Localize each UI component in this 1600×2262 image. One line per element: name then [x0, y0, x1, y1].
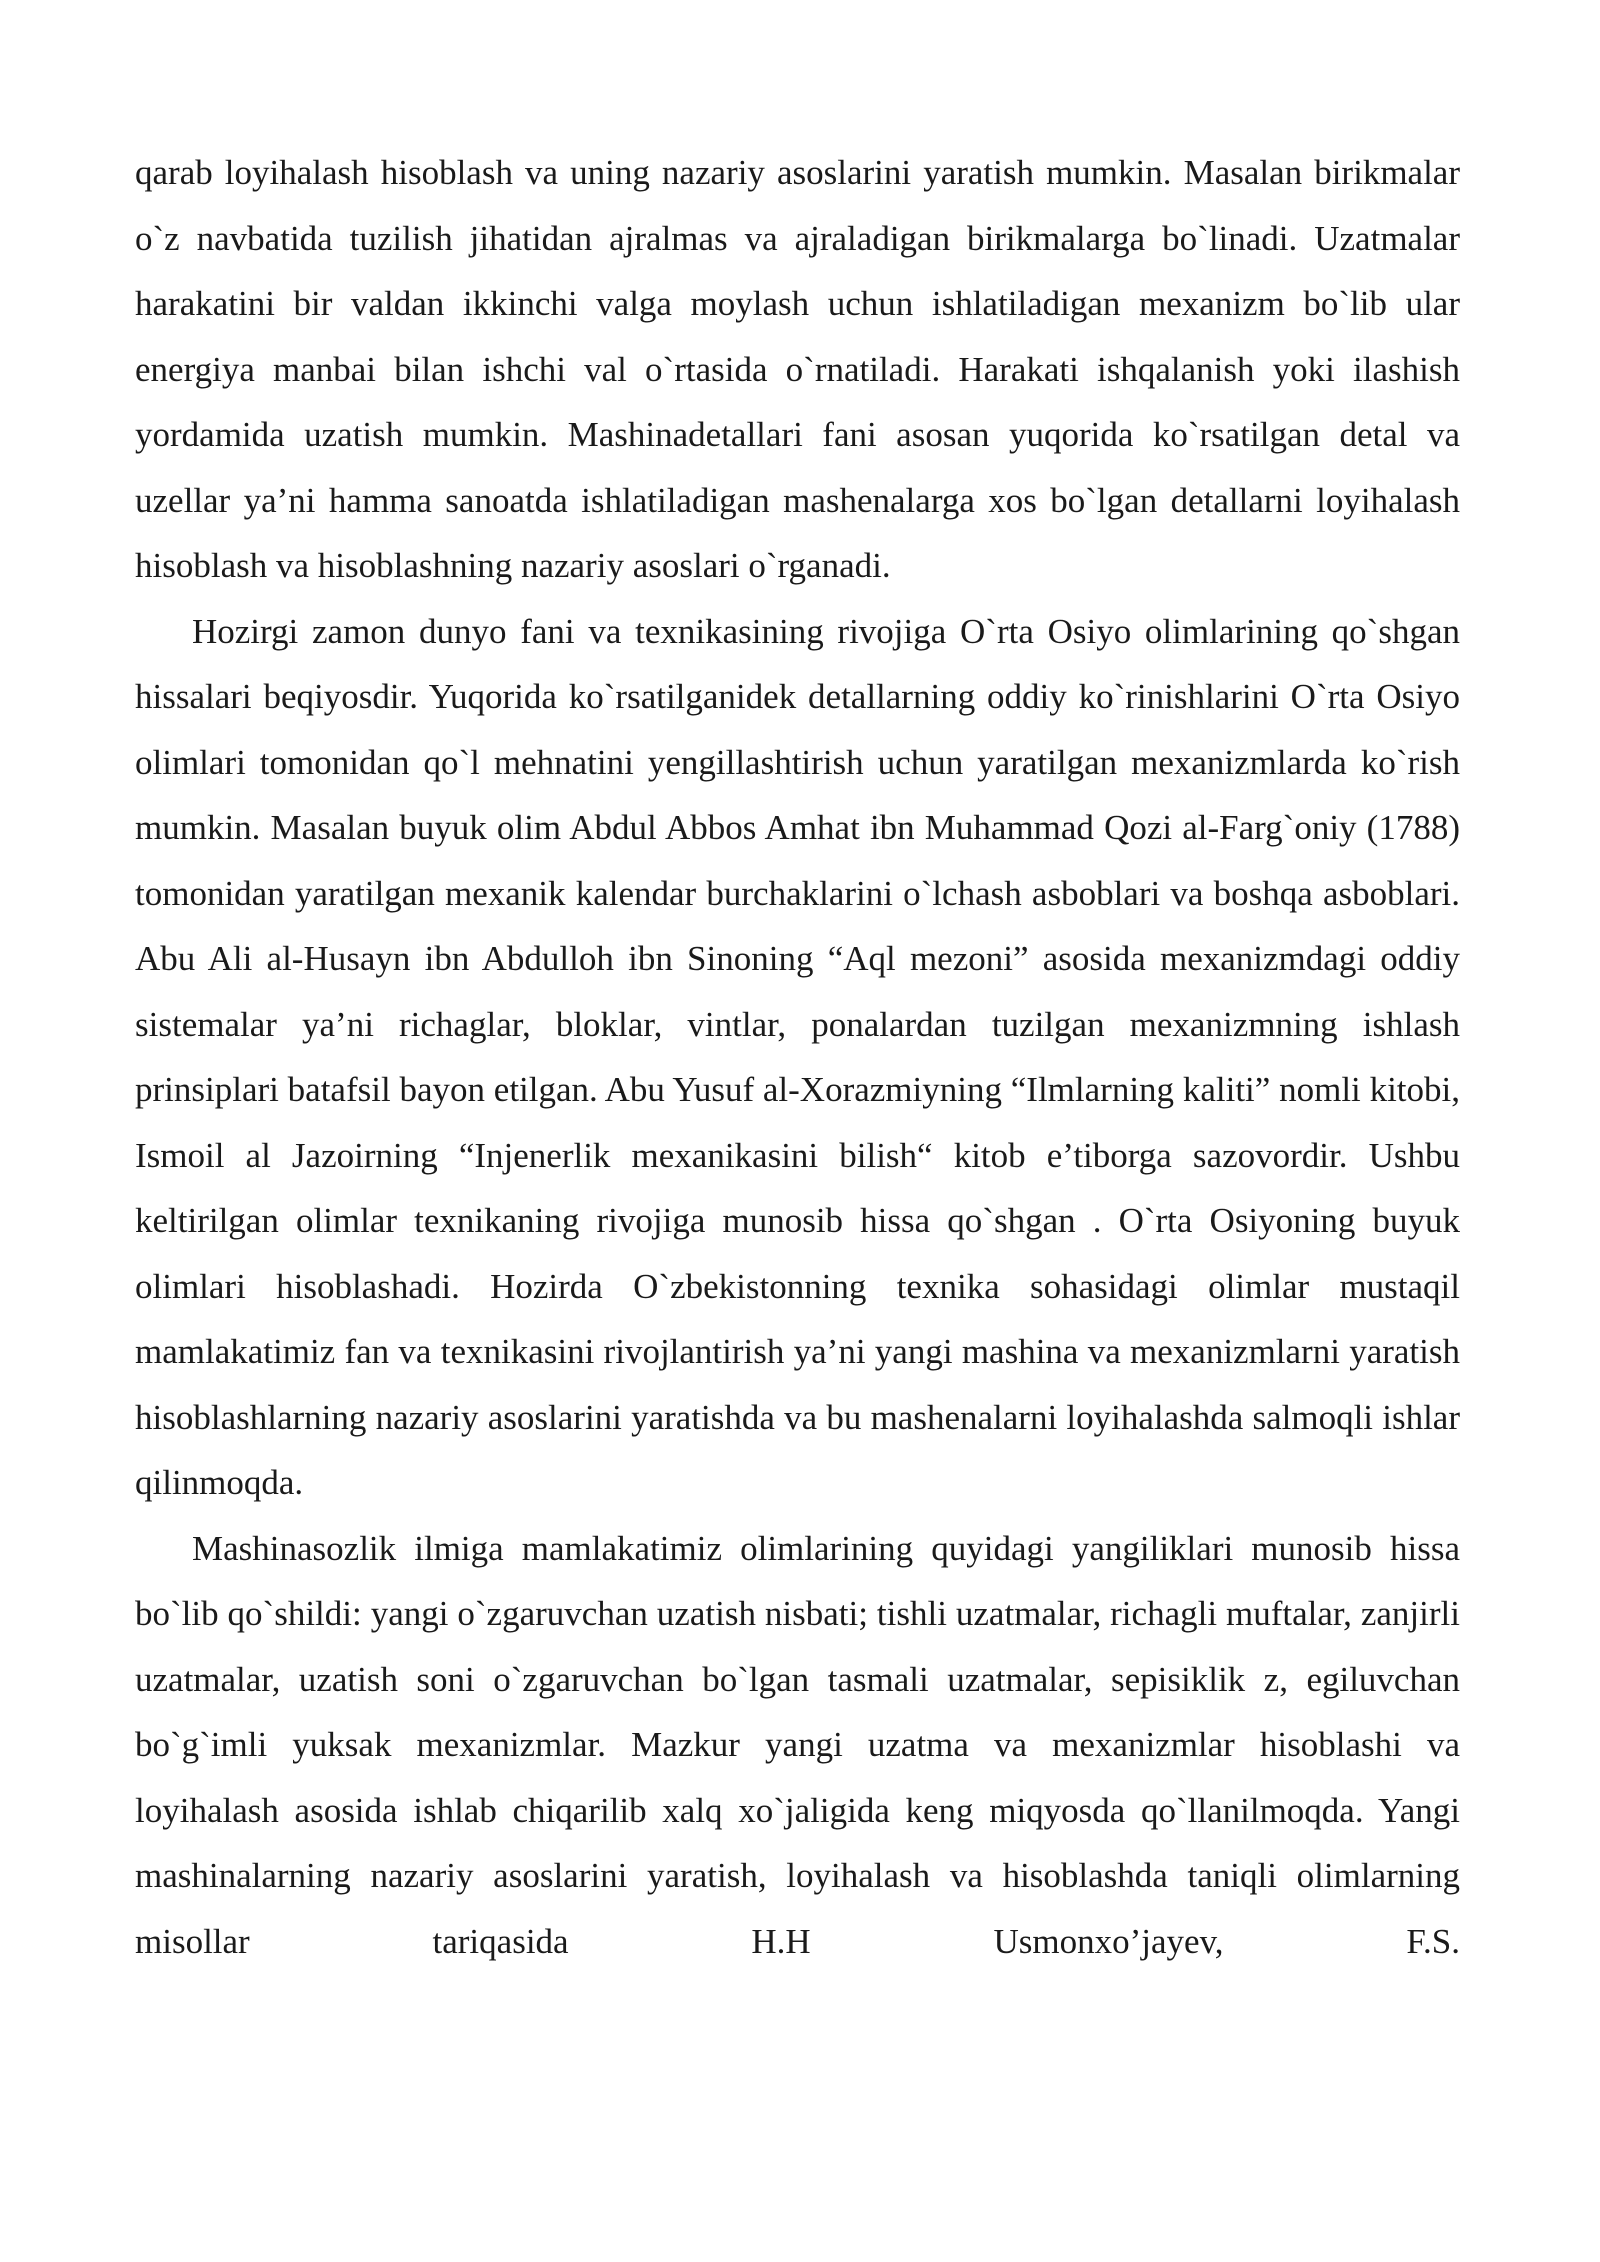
paragraph-mechanical-engineering-innovations: Mashinasozlik ilmiga mamlakatimiz olimlarining quyidagi yangiliklari munosib hissa bo`lib qo`shildi: yangi o`zgaruvchan uzatish nisbati; tishli uzatmalar, richagli muftalar, zanjirli uzatmalar, uzatish soni o`zgaruvchan bo`lgan tasmali uzatmalar, sepisiklik z, egiluvchan bo`g`imli yuksak mexanizmlar. Mazkur yangi uzatma va mexanizmlar hisoblashi va loyihalash asosida ishlab chiqarilib xalq xo`jaligida keng miqyosda qo`llanilmoqda. Yangi mashinalarning nazariy asoslarini yaratish, loyihalash va hisoblashda taniqli olimlarning misollar tariqasida H.H Usmonxo’jayev, F.S.: [135, 1528, 1460, 1961]
paragraph-continuation: qarab loyihalash hisoblash va uning nazariy asoslarini yaratish mumkin. Masalan birikmalar o`z navbatida tuzilish jihatidan ajralmas va ajraladigan birikmalarga bo`linadi. Uzatmalar harakatini bir valdan ikkinchi valga moylash uchun ishlatiladigan mexanizm bo`lib ular energiya manbai bilan ishchi val o`rtasida o`rnatiladi. Harakati ishqalanish yoki ilashish yordamida uzatish mumkin. Mashinadetallari fani asosan yuqorida ko`rsatilgan detal va uzellar ya’ni hamma sanoatda ishlatiladigan mashenalarga xos bo`lgan detallarni loyihalash hisoblash va hisoblashning nazariy asoslari o`rganadi.: [135, 153, 1460, 585]
body-text: [135, 140, 1460, 1974]
paragraph-central-asian-scholars: Hozirgi zamon dunyo fani va texnikasining rivojiga O`rta Osiyo olimlarining qo`shgan hissalari beqiyosdir. Yuqorida ko`rsatilganidek detallarning oddiy ko`rinishlarini O`rta Osiyo olimlari tomonidan qo`l mehnatini yengillashtirish uchun yaratilgan mexanizmlarda ko`rish mumkin. Masalan buyuk olim Abdul Abbos Amhat ibn Muhammad Qozi al-Farg`oniy (1788) tomonidan yaratilgan mexanik kalendar burchaklarini o`lchash asboblari va boshqa asboblari. Abu Ali al-Husayn ibn Abdulloh ibn Sinoning “Aql mezoni” asosida mexanizmdagi oddiy sistemalar ya’ni richaglar, bloklar, vintlar, ponalardan tuzilgan mexanizmning ishlash prinsiplari batafsil bayon etilgan. Abu Yusuf al-Xorazmiyning “Ilmlarning kaliti” nomli kitobi, Ismoil al Jazoirning “Injenerlik mexanikasini bilish“ kitob e’tiborga sazovordir. Ushbu keltirilgan olimlar texnikaning rivojiga munosib hissa qo`shgan . O`rta Osiyoning buyuk olimlari hisoblashadi. Hozirda O`zbekistonning texnika sohasidagi olimlar mustaqil mamlakatimiz fan va texnikasini rivojlantirish ya’ni yangi mashina va mexanizmlarni yaratish hisoblashlarning nazariy asoslarini yaratishda va bu mashenalarni loyihalashda salmoqli ishlar qilinmoqda.: [135, 611, 1460, 1502]
